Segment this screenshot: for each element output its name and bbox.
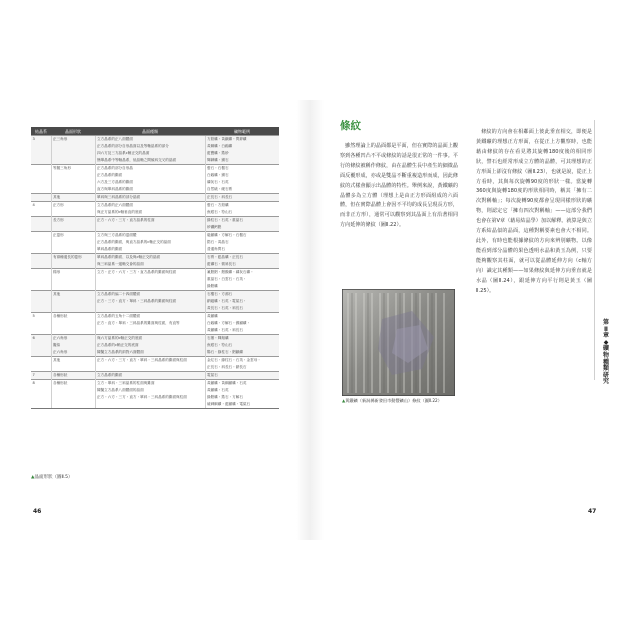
table-cell	[51, 327, 95, 335]
table-cell	[51, 394, 95, 401]
table-cell: 4	[31, 202, 51, 210]
table-cell: 與六方晶系的c軸正交的底面	[95, 335, 205, 343]
table-cell: 長方形	[51, 217, 95, 225]
text-column-right	[476, 128, 592, 296]
table-cell: 其他	[51, 291, 95, 299]
table-cell: 磁鐵礦・方解石・石榴石	[205, 232, 279, 240]
table-cell: 六方及三方晶系的錐面	[95, 179, 205, 186]
table-cell: 陽石・綠柱石・鋁鐵礦	[205, 349, 279, 357]
table-cell	[31, 387, 51, 394]
table-cell: 8	[31, 380, 51, 388]
table-cell: 立方晶系的正六面體面	[95, 202, 205, 210]
table-cell	[51, 305, 95, 313]
table-header-cell: 結晶系	[31, 127, 51, 136]
table-row	[31, 313, 279, 321]
table-cell	[31, 172, 51, 179]
table-cell: 立方晶系的五角十二面體面	[95, 313, 205, 321]
table-cell	[31, 305, 51, 313]
table-cell	[31, 224, 51, 232]
table-cell: 立方・正方・六方・三方・直方晶系的錐面與柱面	[95, 269, 205, 277]
table-cell	[51, 320, 95, 327]
table-cell	[95, 364, 205, 372]
table-cell: 梯形	[51, 269, 95, 277]
table-cell	[31, 342, 51, 349]
table-cell: 各種形狀	[51, 313, 95, 321]
chapter-divider	[594, 120, 595, 380]
table-cell	[31, 157, 51, 165]
table-cell	[31, 143, 51, 150]
table-cell	[51, 239, 95, 246]
table-cell	[31, 357, 51, 365]
table-cell: 正三角形	[51, 136, 95, 144]
table-cell: 有兩種邊長的菱形	[51, 254, 95, 262]
table-row	[31, 276, 279, 283]
photo-caption: ▲黃鐵礦（新潟縣新發田市動豐礦山）條紋（圖Ⅱ.22）	[342, 398, 442, 403]
table-cell: 6	[31, 335, 51, 343]
table-cell	[31, 239, 51, 246]
table-cell: 四六方及三方晶系c軸正交的晶面	[95, 150, 205, 157]
table-cell	[51, 186, 95, 194]
table-header-row	[31, 127, 279, 136]
table-row	[31, 320, 279, 327]
table-cell: 硫砷銅礦・藍鐵礦・電氣石	[205, 401, 279, 409]
table-cell: 各種形狀	[51, 372, 95, 380]
table-row	[31, 172, 279, 179]
table-cell: 正方・六方・三方・直方・單斜・三斜晶系的錐面與柱面	[95, 357, 205, 365]
text-column-left	[340, 142, 458, 231]
table-cell: 氟鋁鋁・鋁酸礦・磷灰石礦・	[205, 269, 279, 277]
table-cell: 簡單晶系中等軸晶系，低晶軸之間傾斜交叉的晶面	[95, 157, 205, 165]
table-cell: 黃長石・石英・斜長石	[205, 305, 279, 313]
table-row	[31, 327, 279, 335]
pyrite-photo	[342, 289, 455, 396]
page-number: 46	[33, 508, 42, 515]
table-cell: 金紅石・綠柱石・石英・金雲母・	[205, 357, 279, 365]
table-cell: 立方晶系的正八面體面	[95, 136, 205, 144]
table-cell	[51, 387, 95, 394]
table-cell: 螢石・方鉛礦	[205, 202, 279, 210]
table-cell: 3	[31, 136, 51, 144]
table-cell: 其他	[51, 194, 95, 202]
gutter-shadow	[296, 100, 310, 540]
table-cell	[31, 276, 51, 283]
table-cell: 陳擬立方晶系八面體面的晶面	[95, 387, 205, 394]
table-cell	[31, 327, 51, 335]
table-cell: 直方與單斜晶系的錐面	[95, 186, 205, 194]
table-cell: 正方形	[51, 202, 95, 210]
body-paragraph: 雖然理論上的晶面都是平面，但在實際的晶面上觀察到各種凹凸不平或條紋的話是很正常的一件事。平行的條紋被稱作條紋，由在晶體生長中產生的細微晶面反覆形成，亦或是雙晶不斷重複造形而成，因此條紋的式樣會顯示出晶體的特性。舉例來說，黃鐵礦的晶體多為立方體（理想上是由正方形面組成的六面體，但在實際晶體上會因不平均的成長呈現長方形，而非正方形），通常可以觀察到其晶面上有沿著相同方向延伸的條紋（圖Ⅱ.22）。	[340, 143, 458, 229]
table-cell: 魚眼石・符山石	[205, 209, 279, 217]
table-row	[31, 357, 279, 365]
table-cell: 螢石・石榴石	[205, 165, 279, 173]
table-row	[31, 232, 279, 240]
table-cell	[51, 143, 95, 150]
table-row	[31, 305, 279, 313]
table-cell: 黃銅礦・白鎢礦	[205, 143, 279, 150]
table-row	[31, 157, 279, 165]
table-cell: 立方與三方晶系的菱面體	[95, 232, 205, 240]
table-cell: 單斜晶系的錐面、以及與c軸正交的晶面	[95, 254, 205, 262]
table-cell	[51, 157, 95, 165]
table-cell: 綠鋁礦	[205, 283, 279, 291]
table-cell	[95, 327, 205, 335]
table-cell	[51, 283, 95, 291]
table-row	[31, 394, 279, 401]
table-cell: 正方・直方・單斜・三斜晶系的錐面與柱面，有直等	[95, 320, 205, 327]
table-row	[31, 209, 279, 217]
table-cell: 方鉛礦・黃鐵礦・閃鋅礦	[205, 136, 279, 144]
chapter-tab	[600, 320, 612, 386]
table-row	[31, 150, 279, 157]
table-row	[31, 239, 279, 246]
table-row	[31, 202, 279, 210]
table-cell: 等腰三角形	[51, 165, 95, 173]
table-cell	[31, 394, 51, 401]
table-row	[31, 254, 279, 262]
table-cell: 正方・六方・三方・直方晶系的柱面	[95, 217, 205, 225]
table-cell: 正方・三方・直方・單斜・三斜晶系的錐面與柱面	[95, 298, 205, 305]
table-row	[31, 269, 279, 277]
right-page	[310, 0, 620, 620]
table-cell: 電氣石	[205, 372, 279, 380]
table-cell	[95, 401, 205, 409]
table-cell: 綠鋁礦・鋯石・方解石	[205, 394, 279, 401]
table-cell: 黃鐵礦・石英	[205, 387, 279, 394]
table-cell: 5	[31, 313, 51, 321]
table-cell: 藍寶礦・鋯砂	[205, 150, 279, 157]
table-cell	[31, 179, 51, 186]
table-cell	[31, 283, 51, 291]
table-cell: 石墨・輝鉬礦	[205, 335, 279, 343]
crystal-face-table	[31, 127, 279, 409]
table-cell: 立方晶系的錐面	[95, 372, 205, 380]
table-cell: 單斜與三斜晶系的部分晶面	[95, 194, 205, 202]
table-cell: 鋯石・黃晶石	[205, 239, 279, 246]
table-cell: 普通角閃石	[205, 246, 279, 254]
table-cell	[51, 150, 95, 157]
table-cell: 其他	[51, 357, 95, 365]
table-cell	[31, 232, 51, 240]
table-cell	[31, 320, 51, 327]
table-cell	[31, 217, 51, 225]
table-row	[31, 179, 279, 186]
table-row	[31, 194, 279, 202]
table-cell	[51, 209, 95, 217]
table-row	[31, 143, 279, 150]
table-cell	[95, 283, 205, 291]
table-header-cell: 礦物範例	[205, 127, 279, 136]
gutter-shadow	[310, 100, 324, 540]
table-cell	[31, 291, 51, 299]
table-caption-text: 晶面形狀（圖Ⅱ.5）	[34, 475, 73, 480]
table-cell: 陳擬立方晶系的兩對六面體面	[95, 349, 205, 357]
table-cell	[31, 349, 51, 357]
table-cell	[31, 186, 51, 194]
table-cell	[51, 298, 95, 305]
table-cell	[95, 224, 205, 232]
table-cell: 石榴石・方沸石	[205, 291, 279, 299]
table-cell	[51, 246, 95, 254]
table-cell: 正方晶系的部分自形晶	[95, 165, 205, 173]
table-cell: 正方・六方・三方・直方・單斜・三斜晶系的錐面與柱面	[95, 394, 205, 401]
table-cell: 黃鐵礦・黃銅鐵礦・石英	[205, 380, 279, 388]
table-cell	[51, 172, 95, 179]
photo-caption-text: 黃鐵礦（新潟縣新發田市動豐礦山）條紋（圖Ⅱ.22）	[345, 398, 442, 403]
table-cell	[31, 298, 51, 305]
table-cell: 正六角形	[51, 349, 95, 357]
table-cell: 與三斜晶系一邊軸交會的晶面	[95, 261, 205, 269]
table-cell	[51, 364, 95, 372]
table-cell: 單斜晶系的錐面	[95, 246, 205, 254]
table-cell: 7	[31, 372, 51, 380]
table-cell: 黃鐵礦・石英・斜長石	[205, 327, 279, 335]
table-cell: 重晶石・白雲石・石英・	[205, 276, 279, 283]
table-row	[31, 342, 279, 349]
table-row	[31, 224, 279, 232]
table-cell: 鈉磁礦・石英・電氣石・	[205, 298, 279, 305]
table-cell: 綠柱石・石英・重晶石	[205, 217, 279, 225]
table-cell: 磷灰石・石英	[205, 179, 279, 186]
table-cell	[95, 276, 205, 283]
table-row	[31, 298, 279, 305]
table-row	[31, 380, 279, 388]
table-row	[31, 165, 279, 173]
table-row	[31, 261, 279, 269]
table-row	[31, 283, 279, 291]
table-cell	[31, 165, 51, 173]
table-cell	[51, 179, 95, 186]
table-cell	[31, 150, 51, 157]
table-row	[31, 186, 279, 194]
table-cell: 立方・單斜・三斜晶系的柱面與錐面	[95, 380, 205, 388]
table-cell	[31, 364, 51, 372]
chapter-tab-text: 第Ⅱ章◆礦物種類研究	[602, 319, 609, 386]
table-row	[31, 372, 279, 380]
table-cell: 正菱形	[51, 232, 95, 240]
table-cell: 自然硫・硬石膏	[205, 186, 279, 194]
table-cell: 正長石・斜長石・鈉長石	[205, 364, 279, 372]
table-cell	[31, 401, 51, 409]
table-header-cell: 晶面種類	[95, 127, 205, 136]
table-cell	[51, 276, 95, 283]
table-cell: 藍礦石・微斜長石	[205, 261, 279, 269]
table-cell: 黃鐵礦	[205, 313, 279, 321]
table-cell: 矽硼鈣鋁	[205, 224, 279, 232]
table-row	[31, 364, 279, 372]
table-cell	[51, 401, 95, 409]
table-cell	[31, 269, 51, 277]
table-row	[31, 387, 279, 394]
table-row	[31, 349, 279, 357]
table-cell	[51, 224, 95, 232]
page-number: 47	[588, 508, 597, 515]
table-row	[31, 401, 279, 409]
table-cell	[95, 305, 205, 313]
table-row	[31, 217, 279, 225]
table-cell: 白鎢礦・錫石	[205, 172, 279, 179]
table-cell	[31, 246, 51, 254]
table-cell: 立方晶系的偏二十四面體面	[95, 291, 205, 299]
table-cell: 石膏・藍晶礦・正長石	[205, 254, 279, 262]
table-cell	[51, 261, 95, 269]
table-cell: 魚眼石・符山石	[205, 342, 279, 349]
table-cell: 正方晶系的錐面	[95, 172, 205, 179]
table-cell: 正方晶系的錐面，與直方晶系的c軸正交的晶面	[95, 239, 205, 246]
table-cell: 擬似	[51, 342, 95, 349]
table-cell	[31, 194, 51, 202]
body-paragraph: 條紋的方向會在相鄰面上彼此垂直相交，即便是黃鐵礦的理想正方形面，在從正上方觀察時，也能藉由條紋的存在看見將其旋轉180度後的相同形狀，譬石也經常形成立方體的晶體，可其理想的正方形面上卻沒有條紋（圖Ⅱ.23），也就是說，從正上方看時，其與每次旋轉90度的形狀一樣。當旋轉360度與旋轉180度的形狀相同時，稱其「擁有二次對稱軸」；每次旋轉90度都會呈現同樣形狀的礦物，則認定它「擁有四次對稱軸」——這部分我們也會在第Ⅴ章（藉易結晶學）加以解釋。就算是與立方系結晶似的晶面，這種對稱要素也會大不相同。此外，有時也能根據條紋的方向來辨別礦物。以像能看到部分晶體的果色透明水晶和黃玉為例，只要能夠觀察其柱面，就可以從晶體延伸方向（c軸方向）識定其種類——如果條紋與延伸方向垂直就是水晶（圖Ⅱ.24），跟延伸方向平行則是黃玉（圖Ⅱ.25）。	[476, 129, 592, 294]
table-row	[31, 335, 279, 343]
table-cell	[31, 209, 51, 217]
table-cell: 正方晶系的c軸正交的底面	[95, 342, 205, 349]
section-title: 條紋	[340, 120, 361, 132]
table-cell: 各種形狀	[51, 380, 95, 388]
table-cell: 正長石・斜長石	[205, 194, 279, 202]
table-cell: 與正方晶系的c軸垂直的底面	[95, 209, 205, 217]
table-cell	[31, 261, 51, 269]
table-row	[31, 291, 279, 299]
table-cell: 正六角形	[51, 335, 95, 343]
table-cell: 輝銻礦・錫石	[205, 157, 279, 165]
table-caption: ▲晶面形狀（圖Ⅱ.5）	[31, 475, 73, 480]
table-row	[31, 246, 279, 254]
table-cell: 正方晶系的部分自形晶面以及等軸晶系的部分	[95, 143, 205, 150]
table-row	[31, 136, 279, 144]
pyrite-crystal-image	[342, 289, 455, 396]
table-cell	[31, 254, 51, 262]
table-cell: 白鎢礦・方解石・錫鐵礦・	[205, 320, 279, 327]
table-header-cell: 晶面形狀	[51, 127, 95, 136]
